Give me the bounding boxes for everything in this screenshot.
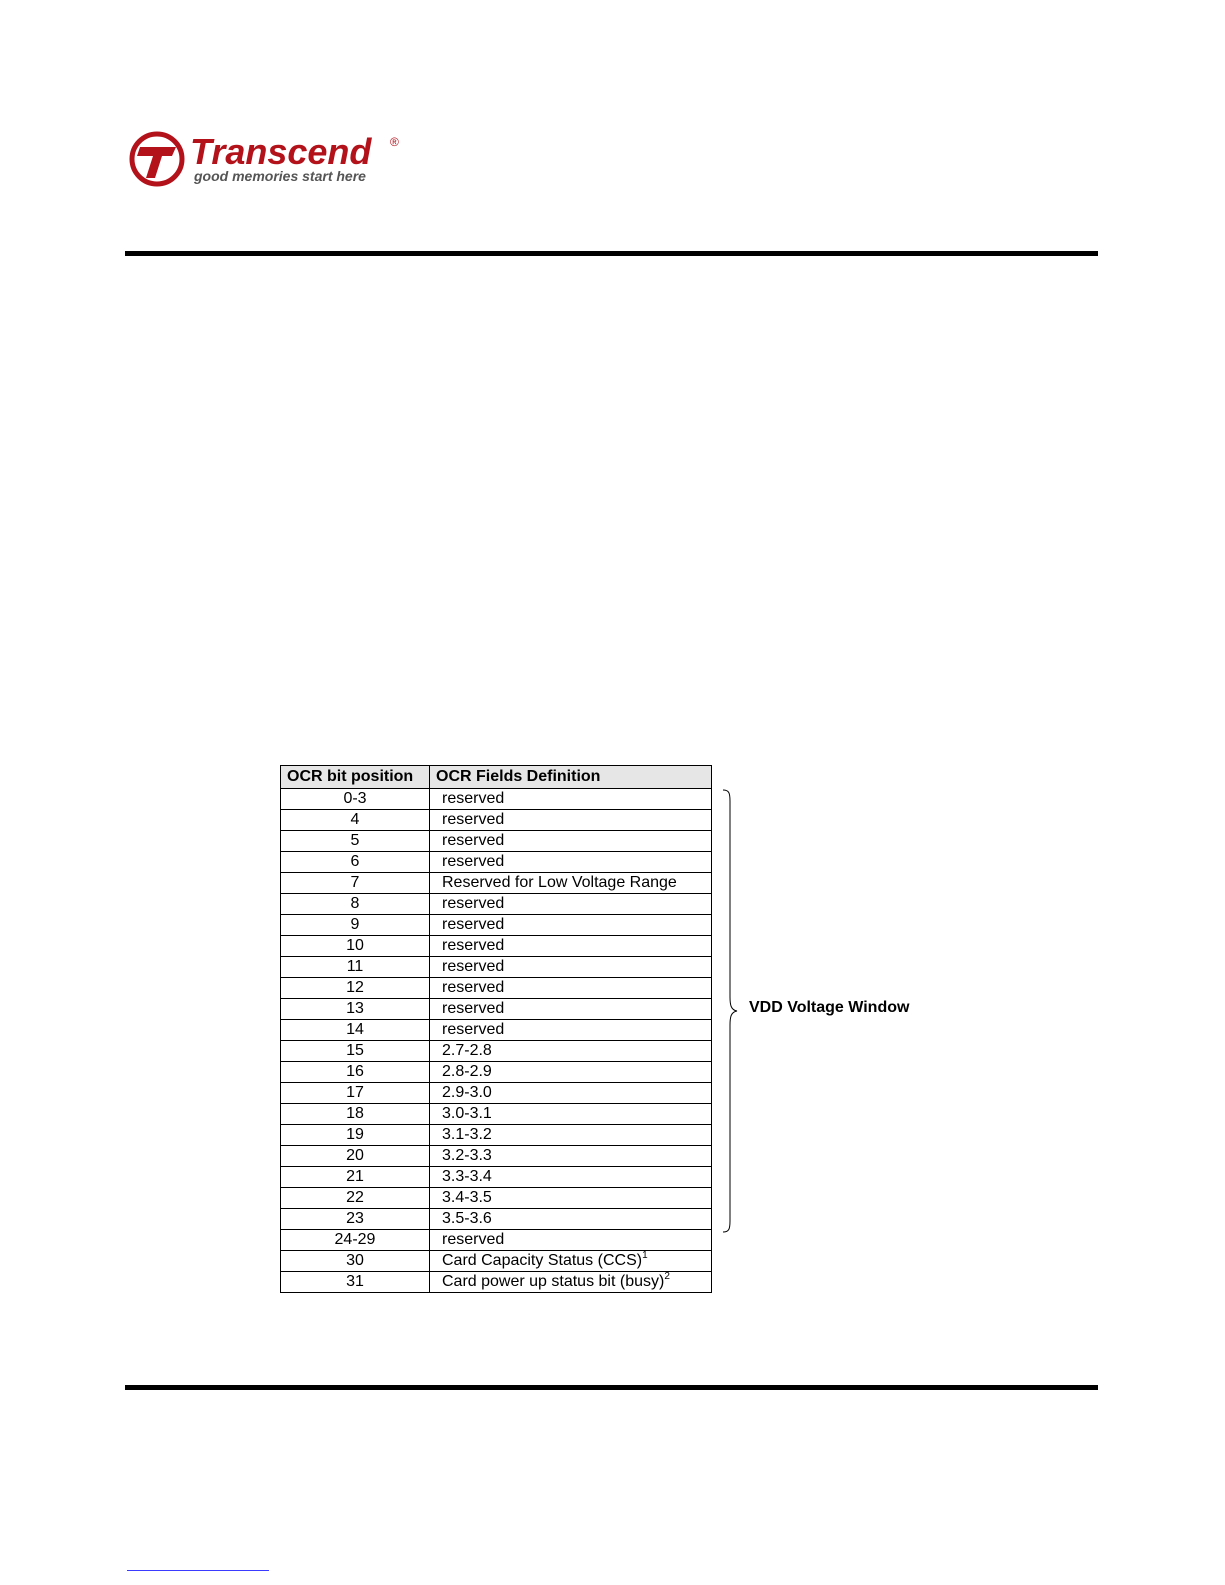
field-definition-cell <box>430 957 712 978</box>
field-definition-text: 2.7-2.8 <box>442 1042 492 1059</box>
table-row <box>281 1230 712 1251</box>
field-definition-cell <box>430 1146 712 1167</box>
field-definition-text: reserved <box>442 832 505 849</box>
bit-position-cell: 13 <box>281 999 430 1020</box>
field-definition-text: reserved <box>442 853 505 870</box>
bit-position-cell: 7 <box>281 873 430 894</box>
bit-position-cell: 30 <box>281 1251 430 1272</box>
table-row <box>281 1251 712 1272</box>
field-definition-cell <box>430 1104 712 1125</box>
bit-position-cell: 11 <box>281 957 430 978</box>
field-definition-cell <box>430 1209 712 1230</box>
registered-mark: ® <box>390 135 399 149</box>
field-definition-cell <box>430 1062 712 1083</box>
field-definition-text: 3.2-3.3 <box>442 1147 492 1164</box>
table-row <box>281 1041 712 1062</box>
field-definition-text: 3.3-3.4 <box>442 1168 492 1185</box>
table-header-row <box>281 766 712 789</box>
transcend-emblem-icon <box>132 134 182 184</box>
bit-position-cell: 24-29 <box>281 1230 430 1251</box>
table-row <box>281 1146 712 1167</box>
bit-position-cell: 6 <box>281 852 430 873</box>
field-definition-cell <box>430 999 712 1020</box>
field-definition-text: Card Capacity Status (CCS) <box>442 1252 643 1269</box>
bit-position-cell: 16 <box>281 1062 430 1083</box>
vdd-window-brace <box>722 789 742 1233</box>
field-definition-cell <box>430 1188 712 1209</box>
table-row <box>281 957 712 978</box>
field-definition-cell <box>430 936 712 957</box>
bit-position-cell: 23 <box>281 1209 430 1230</box>
table-row <box>281 831 712 852</box>
footer-divider <box>125 1385 1098 1390</box>
footer-link-underline[interactable] <box>127 1570 269 1571</box>
field-definition-text: reserved <box>442 790 505 807</box>
table-row <box>281 873 712 894</box>
field-definition-text: reserved <box>442 1021 505 1038</box>
field-definition-text: Card power up status bit (busy) <box>442 1273 665 1290</box>
table-row <box>281 1125 712 1146</box>
field-definition-text: 3.0-3.1 <box>442 1105 492 1122</box>
field-definition-cell <box>430 873 712 894</box>
table-row <box>281 810 712 831</box>
table-row <box>281 1209 712 1230</box>
header-divider <box>125 251 1098 256</box>
bit-position-cell: 0-3 <box>281 789 430 810</box>
transcend-logo <box>128 130 418 190</box>
field-definition-cell <box>430 1251 712 1272</box>
ocr-register-table <box>280 765 712 1293</box>
field-definition-text: 2.9-3.0 <box>442 1084 492 1101</box>
field-definition-cell <box>430 1272 712 1293</box>
bit-position-cell: 22 <box>281 1188 430 1209</box>
field-definition-text: reserved <box>442 1000 505 1017</box>
field-definition-text: reserved <box>442 811 505 828</box>
field-definition-text: reserved <box>442 979 505 996</box>
table-row <box>281 789 712 810</box>
field-definition-cell <box>430 915 712 936</box>
field-definition-text: Reserved for Low Voltage Range <box>442 874 677 891</box>
field-definition-text: reserved <box>442 937 505 954</box>
field-definition-cell <box>430 978 712 999</box>
field-definition-text: reserved <box>442 1231 505 1248</box>
bit-position-cell: 5 <box>281 831 430 852</box>
table-row <box>281 852 712 873</box>
bit-position-cell: 17 <box>281 1083 430 1104</box>
bit-position-cell: 10 <box>281 936 430 957</box>
table-row <box>281 915 712 936</box>
field-definition-text: 3.4-3.5 <box>442 1189 492 1206</box>
field-definition-cell <box>430 1083 712 1104</box>
ocr-table-body <box>281 789 712 1293</box>
brand-tagline: good memories start here <box>194 168 366 184</box>
bit-position-cell: 8 <box>281 894 430 915</box>
table-row <box>281 1020 712 1041</box>
field-definition-cell <box>430 831 712 852</box>
table-row <box>281 1062 712 1083</box>
table-row <box>281 999 712 1020</box>
footnote-marker: 2 <box>664 1271 670 1282</box>
field-definition-text: 3.5-3.6 <box>442 1210 492 1227</box>
field-definition-cell <box>430 1125 712 1146</box>
field-definition-cell <box>430 1041 712 1062</box>
table-row <box>281 1083 712 1104</box>
field-definition-text: reserved <box>442 895 505 912</box>
field-definition-cell <box>430 789 712 810</box>
table-row <box>281 978 712 999</box>
table-row <box>281 1104 712 1125</box>
field-definition-text: 3.1-3.2 <box>442 1126 492 1143</box>
header-fields-definition: OCR Fields Definition <box>430 766 712 789</box>
field-definition-cell <box>430 1020 712 1041</box>
bit-position-cell: 12 <box>281 978 430 999</box>
table-row <box>281 1188 712 1209</box>
bit-position-cell: 4 <box>281 810 430 831</box>
table-row <box>281 1272 712 1293</box>
brand-name: Transcend <box>190 131 372 172</box>
header-bit-position: OCR bit position <box>281 766 430 789</box>
field-definition-cell <box>430 1230 712 1251</box>
table-row <box>281 894 712 915</box>
bit-position-cell: 31 <box>281 1272 430 1293</box>
field-definition-text: reserved <box>442 916 505 933</box>
bit-position-cell: 20 <box>281 1146 430 1167</box>
field-definition-cell <box>430 852 712 873</box>
footnote-marker: 1 <box>642 1250 648 1261</box>
field-definition-cell <box>430 1167 712 1188</box>
field-definition-text: 2.8-2.9 <box>442 1063 492 1080</box>
bit-position-cell: 14 <box>281 1020 430 1041</box>
field-definition-text: reserved <box>442 958 505 975</box>
table-row <box>281 936 712 957</box>
field-definition-cell <box>430 894 712 915</box>
bit-position-cell: 18 <box>281 1104 430 1125</box>
bit-position-cell: 9 <box>281 915 430 936</box>
bit-position-cell: 21 <box>281 1167 430 1188</box>
field-definition-cell <box>430 810 712 831</box>
bit-position-cell: 15 <box>281 1041 430 1062</box>
vdd-voltage-window-label: VDD Voltage Window <box>749 999 910 1016</box>
bit-position-cell: 19 <box>281 1125 430 1146</box>
table-row <box>281 1167 712 1188</box>
